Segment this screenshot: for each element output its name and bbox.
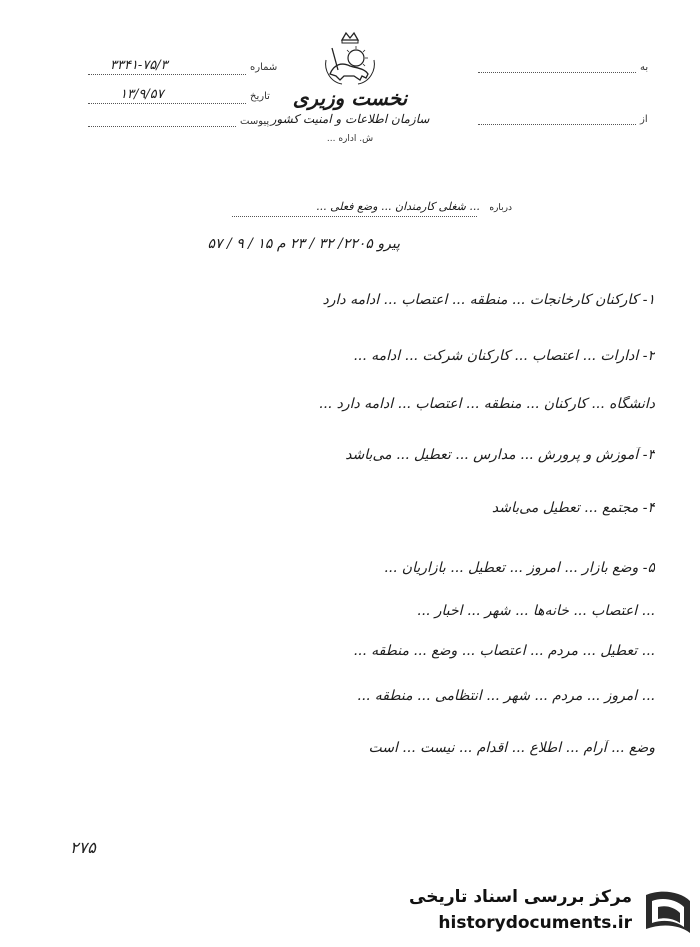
body-line-6: ۵- وضع بازار ... امروز ... تعطیل ... بازاریان ... bbox=[383, 560, 655, 576]
number-value: ۳۳۴۱-۷۵/۳ bbox=[110, 58, 168, 73]
watermark-url: historydocuments.ir bbox=[438, 913, 632, 933]
date-value: ۱۳/۹/۵۷ bbox=[120, 87, 164, 102]
office-reference: ش. اداره ... bbox=[326, 134, 374, 144]
body-line-7: ... اعتصاب ... خانه‌ها ... شهر ... اخبار ... bbox=[416, 603, 655, 619]
from-label: از bbox=[640, 114, 648, 125]
body-line-1: ۱- کارکنان کارخانجات ... منطقه ... اعتصاب ... ادامه دارد bbox=[322, 292, 655, 308]
watermark-title: مرکز بررسی اسناد تاریخی bbox=[409, 887, 632, 907]
body-line-5: ۴- مجتمع ... تعطیل می‌باشد bbox=[491, 500, 655, 516]
attachment-label: پیوست bbox=[240, 116, 270, 127]
body-line-3: دانشگاه ... کارکنان ... منطقه ... اعتصاب ... ادامه دارد ... bbox=[318, 396, 655, 412]
archive-logo-icon bbox=[640, 887, 694, 939]
to-dotted-line bbox=[478, 72, 636, 73]
body-line-9: ... امروز ... مردم ... شهر ... انتظامی ... منطقه ... bbox=[357, 688, 655, 704]
body-line-4: ۳- آموزش و پرورش ... مدارس ... تعطیل ... می‌باشد bbox=[345, 447, 655, 463]
date-dotted-line bbox=[88, 103, 246, 104]
reference-line: پیرو ۲۲۰۵/ ۳۲ / ۲۳ م ۱۵ / ۹ / ۵۷ bbox=[207, 236, 400, 252]
body-line-2: ۲- ادارات ... اعتصاب ... کارکنان شرکت ... ادامه ... bbox=[353, 348, 655, 364]
attachment-dotted-line bbox=[88, 126, 236, 127]
letterhead bbox=[270, 30, 430, 144]
subject-label: درباره bbox=[489, 203, 512, 213]
office-subtitle: سازمان اطلاعات و امنیت کشور bbox=[270, 112, 430, 126]
office-title: نخست وزیری bbox=[292, 86, 408, 110]
subject-dotted-line bbox=[232, 216, 477, 217]
to-label: به bbox=[640, 62, 649, 73]
date-label: تاریخ bbox=[250, 91, 270, 102]
body-line-8: ... تعطیل ... مردم ... اعتصاب ... وضع ... منطقه ... bbox=[353, 643, 655, 659]
subject-line bbox=[316, 200, 512, 213]
subject-text: ... شغلی کارمندان ... وضع فعلی ... bbox=[316, 200, 480, 213]
number-label: شماره bbox=[250, 62, 278, 73]
from-dotted-line bbox=[478, 124, 636, 125]
lion-and-sun-emblem-icon bbox=[320, 30, 380, 86]
number-dotted-line bbox=[88, 74, 246, 75]
body-line-10: وضع ... آرام ... اطلاع ... اقدام ... نیست ... است bbox=[368, 740, 655, 756]
page-number: ۲۷۵ bbox=[70, 838, 96, 857]
watermark bbox=[394, 885, 694, 941]
